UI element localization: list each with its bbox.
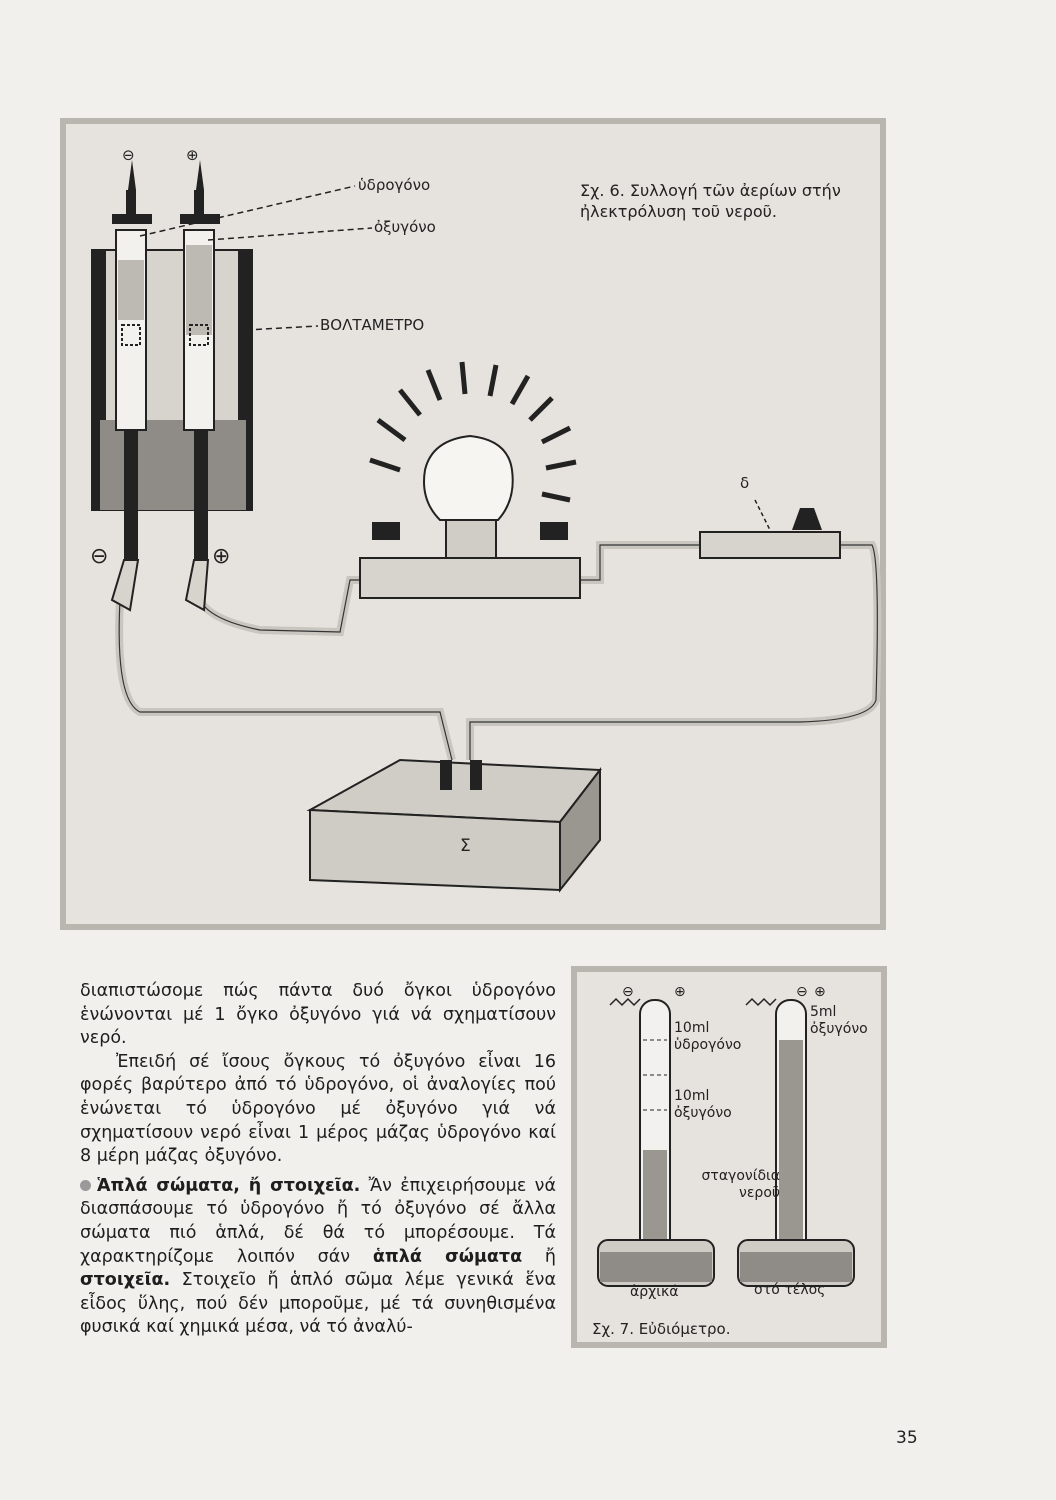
paragraph-1: διαπιστώσομε πώς πάντα δυό ὄγκοι ὑδρογόνο ἑνώνονται μέ 1 ὄγκο ὀξυγόνο γιά νά σχηματίσουν νερό. xyxy=(80,981,556,1049)
page-number: 35 xyxy=(896,1428,918,1448)
bullet-icon xyxy=(80,1180,91,1191)
fig7-minus-left: ⊖ xyxy=(622,984,634,1000)
paragraph-3: Ἁπλά σώματα, ἤ στοιχεῖα. Ἄν ἐπιχειρήσουμε νά διασπάσουμε τό ὑδρογόνο ἤ τό ὀξυγόνο σέ ἄλλα σώματα πιό ἁπλά, δέ θά τό μπορέσουμε. Τά χαρακτηρίζομε λοιπόν σάν ἁπλά σώματα ἤ στοιχεῖα. Στοιχεῖο ἤ ἁπλό σῶμα λέμε γενικά ἕνα εἶδος ὕλης, πού δέν μποροῦμε, μέ τά συνηθισμένα φυσικά καί χημικά μέσα, νά τό ἀναλύ- xyxy=(80,1175,556,1338)
label-oxygen: ὀξυγόνο xyxy=(374,218,436,236)
paragraph-2: Ἐπειδή σέ ἴσους ὄγκους τό ὀξυγόνο εἶναι 16 φορές βαρύτερο ἀπό τό ὑδρογόνο, οἱ ἀναλογίες πού ἑνώνεται τό ὑδρογόνο μέ ὀξυγόνο γιά νά σχηματίσουν νερό εἶναι 1 μέρος μάζας ὑδρογόνο καί 8 μέρη μάζας ὀξυγόνο. xyxy=(80,1051,556,1167)
plus-terminal-sign: ⊕ xyxy=(212,544,231,569)
minus-terminal-sign: ⊖ xyxy=(90,544,109,569)
fig7-plus-right: ⊕ xyxy=(814,984,826,1000)
minus-sign: ⊖ xyxy=(122,146,135,164)
body-text xyxy=(80,980,556,1340)
figure-6-caption: Σχ. 6. Συλλογή τῶν ἀερίων στήν ἠλεκτρόλυση τοῦ νεροῦ. xyxy=(580,181,841,221)
label-battery: Σ xyxy=(460,836,471,856)
paragraph-3-heading: Ἁπλά σώματα, ἤ στοιχεῖα. xyxy=(97,1175,361,1196)
label-5ml-oxygen: 5ml ὀξυγόνο xyxy=(810,1004,868,1037)
fig7-plus-left: ⊕ xyxy=(674,984,686,1000)
label-10ml-oxygen: 10ml ὀξυγόνο xyxy=(674,1088,732,1121)
label-switch: δ xyxy=(740,474,750,492)
figure-7-caption: Σχ. 7. Εὐδιόμετρο. xyxy=(592,1320,731,1338)
label-10ml-hydrogen: 10ml ὑδρογόνο xyxy=(674,1020,742,1053)
label-final: στό τέλος xyxy=(754,1282,826,1298)
label-water-drops: σταγονίδια νεροῦ xyxy=(701,1168,780,1201)
fig7-minus-right: ⊖ xyxy=(796,984,808,1000)
label-initial: ἀρχικά xyxy=(630,1284,679,1300)
plus-sign: ⊕ xyxy=(186,146,199,164)
label-voltameter: ΒΟΛΤΑΜΕΤΡΟ xyxy=(320,316,425,334)
label-hydrogen: ὑδρογόνο xyxy=(358,176,431,194)
